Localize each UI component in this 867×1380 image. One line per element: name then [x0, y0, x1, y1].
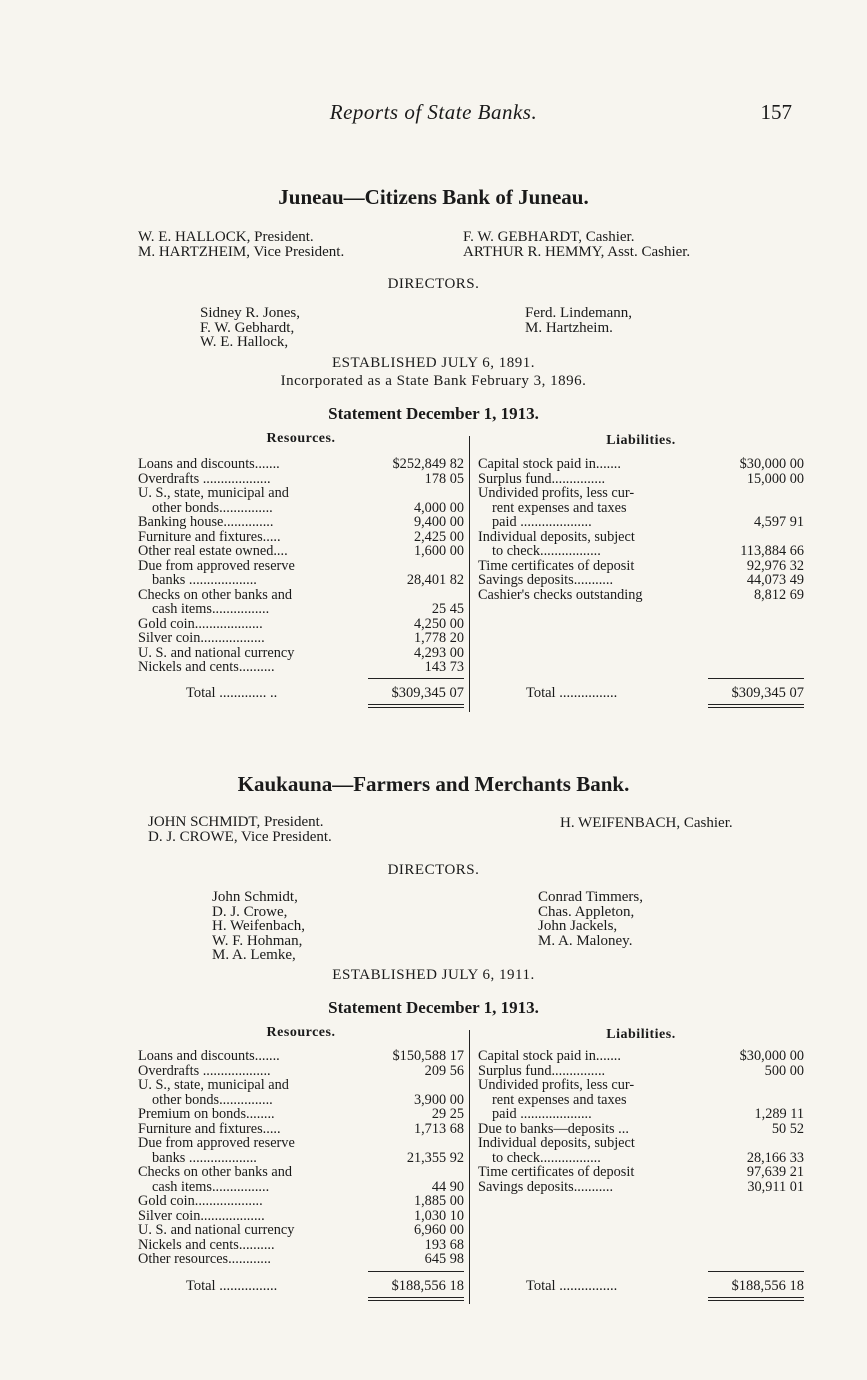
ledger-amount: 500 00 [764, 1062, 804, 1079]
ledger-row [138, 457, 464, 472]
ledger-label: Other real estate owned.... [138, 544, 288, 559]
bank1-resources-list [138, 457, 464, 675]
total-label: Total ............. .. [186, 685, 278, 701]
ledger-label: Silver coin.................. [138, 1208, 265, 1223]
ledger-row [138, 573, 464, 588]
bank1-statement-title: Statement December 1, 1913. [328, 404, 539, 423]
bank1-column-divider [469, 436, 470, 712]
ledger-amount: 6,960 00 [413, 1222, 464, 1238]
ledger-amount [724, 501, 804, 516]
bank1-title: Juneau—Citizens Bank of Juneau. [278, 185, 589, 209]
ledger-amount: 50 52 [771, 1120, 804, 1137]
bank1-resources-total-double-rule [368, 704, 464, 708]
ledger-row [478, 1180, 804, 1195]
ledger-label: Individual deposits, subject [478, 529, 635, 544]
ledger-row [138, 472, 464, 487]
ledger-row [138, 1093, 464, 1108]
ledger-label: Overdrafts ................... [138, 471, 271, 486]
ledger-label: Time certificates of deposit [478, 1165, 635, 1180]
bank1-directors-left [200, 306, 300, 350]
ledger-row [138, 515, 464, 530]
bank1-liabilities-total-row [478, 685, 804, 702]
bank1-resources-total-row [138, 685, 464, 702]
bank1-liabilities-total-double-rule [708, 704, 804, 708]
ledger-label: cash items................ [152, 602, 270, 617]
ledger-label: Savings deposits........... [478, 573, 614, 588]
bank2-title: Kaukauna—Farmers and Merchants Bank. [237, 772, 630, 796]
bank2-statement-title: Statement December 1, 1913. [328, 998, 539, 1017]
ledger-row [138, 486, 464, 501]
ledger-amount [384, 1136, 464, 1151]
ledger-label: U. S., state, municipal and [138, 486, 289, 501]
bank2-resources-sum-rule [368, 1271, 464, 1272]
ledger-label: Due from approved reserve [138, 1136, 295, 1151]
ledger-row [478, 501, 804, 516]
ledger-row [138, 1049, 464, 1064]
ledger-row [138, 602, 464, 617]
ledger-row [138, 501, 464, 516]
ledger-row [138, 544, 464, 559]
ledger-label: Surplus fund............... [478, 1063, 606, 1078]
ledger-amount [724, 1078, 804, 1093]
bank2-directors-right [538, 890, 643, 948]
ledger-label: Due from approved reserve [138, 558, 295, 573]
ledger-amount [384, 1078, 464, 1093]
ledger-amount: 645 98 [424, 1251, 464, 1267]
ledger-row [478, 457, 804, 472]
bank1-directors-heading: DIRECTORS. [387, 276, 480, 292]
bank2-resources-heading: Resources. [266, 1025, 336, 1040]
ledger-label: to check................. [492, 544, 601, 559]
director-name: F. W. Gebhardt, [200, 319, 295, 336]
ledger-label: to check................. [492, 1150, 601, 1165]
ledger-amount: 15,000 00 [746, 470, 804, 487]
ledger-label: Capital stock paid in....... [478, 457, 621, 472]
ledger-label: Savings deposits........... [478, 1179, 614, 1194]
bank1-incorporated: Incorporated as a State Bank February 3, 1896. [280, 373, 587, 389]
ledger-amount: 178 05 [424, 470, 464, 487]
ledger-label: Banking house.............. [138, 515, 274, 530]
ledger-row [478, 573, 804, 588]
ledger-row [138, 1180, 464, 1195]
ledger-row [138, 660, 464, 675]
ledger-row [138, 1194, 464, 1209]
director-name: Conrad Timmers, [538, 889, 644, 905]
ledger-amount: 92,976 32 [746, 557, 804, 574]
ledger-label: Capital stock paid in....... [478, 1049, 621, 1064]
ledger-amount: $30,000 00 [739, 1048, 804, 1064]
ledger-amount: 29 25 [431, 1106, 464, 1122]
bank2-officer-right-1: H. WEIFENBACH, Cashier. [560, 815, 733, 831]
ledger-row [138, 1238, 464, 1253]
ledger-amount [724, 1093, 804, 1108]
ledger-amount: 8,812 69 [753, 586, 804, 603]
bank2-column-divider [469, 1030, 470, 1304]
page-number: 157 [760, 100, 792, 124]
bank2-liabilities-total-double-rule [708, 1297, 804, 1301]
ledger-amount: 1,778 20 [413, 630, 464, 646]
ledger-row [478, 588, 804, 603]
ledger-amount: 1,713 68 [413, 1120, 464, 1137]
ledger-row [478, 544, 804, 559]
ledger-amount: 143 73 [424, 659, 464, 675]
ledger-amount: 97,639 21 [746, 1164, 804, 1180]
ledger-row [138, 530, 464, 545]
bank1-directors-right [525, 306, 632, 335]
ledger-label: banks ................... [152, 1150, 257, 1165]
total-label: Total ................ [186, 1278, 278, 1294]
ledger-label: Loans and discounts....... [138, 1049, 280, 1064]
ledger-amount: 44,073 49 [746, 572, 804, 588]
bank1-officer-right-2: ARTHUR R. HEMMY, Asst. Cashier. [463, 244, 691, 260]
director-name: M. Hartzheim. [525, 319, 613, 336]
ledger-label: U. S., state, municipal and [138, 1078, 289, 1093]
bank2-officer-left-1: JOHN SCHMIDT, President. [148, 814, 324, 830]
bank1-resources-sum-rule [368, 678, 464, 679]
director-name: John Jackels, [538, 918, 618, 934]
bank2-total-liabilities: $188,556 18 [731, 1278, 804, 1294]
ledger-label: Premium on bonds........ [138, 1107, 275, 1122]
bank1-resources-heading: Resources. [266, 431, 336, 446]
ledger-row [138, 1151, 464, 1166]
ledger-row [138, 559, 464, 574]
ledger-amount: $150,588 17 [392, 1048, 464, 1064]
ledger-label: Surplus fund............... [478, 471, 606, 486]
director-name: D. J. Crowe, [212, 903, 288, 920]
ledger-row [138, 646, 464, 661]
ledger-label: Furniture and fixtures..... [138, 529, 281, 544]
ledger-label: Cashier's checks outstanding [478, 587, 643, 602]
ledger-label: Gold coin................... [138, 616, 263, 631]
ledger-amount: 4,293 00 [413, 644, 464, 661]
bank2-liabilities-total-row [478, 1278, 804, 1295]
ledger-label: Overdrafts ................... [138, 1063, 271, 1078]
director-name: W. F. Hohman, [212, 932, 303, 949]
ledger-row [138, 588, 464, 603]
ledger-amount: 2,425 00 [413, 528, 464, 545]
ledger-label: Due to banks—deposits ... [478, 1121, 629, 1136]
bank1-total-liabilities: $309,345 07 [731, 685, 804, 701]
bank2-directors-left [212, 890, 305, 963]
running-title: Reports of State Banks. [329, 100, 538, 124]
ledger-label: Time certificates of deposit [478, 558, 635, 573]
ledger-label: Nickels and cents.......... [138, 660, 275, 675]
ledger-label: other bonds............... [152, 1092, 273, 1107]
bank1-officer-left-1: W. E. HALLOCK, President. [138, 229, 314, 245]
ledger-row [138, 1122, 464, 1137]
ledger-row [478, 1078, 804, 1093]
ledger-row [478, 1136, 804, 1151]
ledger-label: banks ................... [152, 573, 257, 588]
ledger-amount [384, 486, 464, 501]
ledger-row [138, 631, 464, 646]
director-name: M. A. Maloney. [538, 932, 633, 949]
ledger-row [138, 1078, 464, 1093]
ledger-amount: 3,900 00 [413, 1091, 464, 1108]
ledger-label: Furniture and fixtures..... [138, 1121, 281, 1136]
ledger-amount [384, 588, 464, 603]
ledger-label: Gold coin................... [138, 1194, 263, 1209]
bank1-officer-right-1: F. W. GEBHARDT, Cashier. [463, 229, 635, 245]
bank2-total-resources: $188,556 18 [391, 1278, 464, 1294]
ledger-amount: 4,000 00 [413, 499, 464, 516]
ledger-row [478, 486, 804, 501]
ledger-label: cash items................ [152, 1179, 270, 1194]
bank2-resources-list [138, 1049, 464, 1267]
director-name: John Schmidt, [212, 889, 298, 905]
ledger-amount: 1,885 00 [413, 1193, 464, 1209]
ledger-amount: 44 90 [431, 1178, 464, 1195]
ledger-label: Undivided profits, less cur- [478, 1078, 635, 1093]
director-name: M. A. Lemke, [212, 947, 296, 963]
total-label: Total ................ [526, 685, 618, 701]
ledger-label: paid .................... [492, 515, 592, 530]
ledger-amount: 4,597 91 [753, 514, 804, 530]
ledger-amount [384, 559, 464, 574]
ledger-amount: $30,000 00 [739, 456, 804, 472]
ledger-label: Nickels and cents.......... [138, 1237, 275, 1252]
director-name: H. Weifenbach, [212, 918, 306, 934]
ledger-label: other bonds............... [152, 500, 273, 515]
bank2-resources-total-row [138, 1278, 464, 1295]
ledger-amount: 209 56 [424, 1062, 464, 1079]
ledger-label: Loans and discounts....... [138, 457, 280, 472]
ledger-amount [384, 1165, 464, 1180]
ledger-amount: 28,166 33 [746, 1149, 804, 1166]
ledger-amount [724, 1136, 804, 1151]
ledger-row [478, 1107, 804, 1122]
director-name: Sidney R. Jones, [200, 305, 301, 321]
ledger-amount: 25 45 [431, 601, 464, 617]
ledger-row [478, 1122, 804, 1137]
ledger-amount: 9,400 00 [413, 514, 464, 530]
bank2-established: ESTABLISHED JULY 6, 1911. [332, 967, 535, 983]
ledger-amount [724, 486, 804, 501]
ledger-row [138, 1223, 464, 1238]
ledger-row [478, 472, 804, 487]
bank1-total-resources: $309,345 07 [391, 685, 464, 701]
bank2-liabilities-list [478, 1049, 804, 1194]
bank1-established: ESTABLISHED JULY 6, 1891. [332, 355, 535, 371]
ledger-row [478, 1064, 804, 1079]
ledger-row [138, 1209, 464, 1224]
ledger-label: U. S. and national currency [138, 645, 295, 660]
ledger-row [478, 1151, 804, 1166]
ledger-amount: $252,849 82 [392, 456, 464, 472]
ledger-amount: 1,030 10 [413, 1207, 464, 1224]
director-name: Ferd. Lindemann, [525, 305, 633, 321]
ledger-row [478, 1093, 804, 1108]
ledger-label: paid .................... [492, 1107, 592, 1122]
ledger-amount: 21,355 92 [406, 1149, 464, 1166]
bank2-officer-left-2: D. J. CROWE, Vice President. [148, 829, 332, 845]
ledger-label: Silver coin.................. [138, 631, 265, 646]
ledger-amount: 1,289 11 [754, 1106, 804, 1122]
ledger-label: Undivided profits, less cur- [478, 486, 635, 501]
ledger-amount: 4,250 00 [413, 615, 464, 632]
director-name: Chas. Appleton, [538, 903, 635, 920]
bank2-directors-heading: DIRECTORS. [387, 862, 480, 878]
ledger-row [138, 1064, 464, 1079]
ledger-amount [724, 530, 804, 545]
ledger-row [478, 559, 804, 574]
ledger-label: Checks on other banks and [138, 1165, 293, 1180]
ledger-label: Checks on other banks and [138, 587, 293, 602]
ledger-amount: 1,600 00 [413, 543, 464, 559]
bank2-liabilities-sum-rule [708, 1271, 804, 1272]
ledger-amount: 30,911 01 [747, 1178, 804, 1195]
ledger-label: U. S. and national currency [138, 1223, 295, 1238]
ledger-label: rent expenses and taxes [492, 500, 627, 515]
ledger-row [478, 530, 804, 545]
bank2-resources-total-double-rule [368, 1297, 464, 1301]
ledger-amount: 28,401 82 [406, 572, 464, 588]
ledger-row [138, 1136, 464, 1151]
ledger-row [138, 1107, 464, 1122]
ledger-row [478, 1049, 804, 1064]
ledger-row [138, 1252, 464, 1267]
bank1-liabilities-heading: Liabilities. [606, 433, 676, 448]
ledger-amount: 193 68 [424, 1236, 464, 1253]
ledger-row [138, 1165, 464, 1180]
ledger-label: rent expenses and taxes [492, 1092, 627, 1107]
bank1-liabilities-sum-rule [708, 678, 804, 679]
ledger-row [478, 1165, 804, 1180]
bank1-officer-left-2: M. HARTZHEIM, Vice President. [138, 244, 345, 260]
total-label: Total ................ [526, 1278, 618, 1294]
bank2-liabilities-heading: Liabilities. [606, 1027, 676, 1042]
bank1-liabilities-list [478, 457, 804, 602]
director-name: W. E. Hallock, [200, 334, 289, 350]
ledger-amount: 113,884 66 [740, 543, 804, 559]
ledger-row [478, 515, 804, 530]
ledger-label: Individual deposits, subject [478, 1136, 635, 1151]
ledger-label: Other resources............ [138, 1252, 272, 1267]
ledger-row [138, 617, 464, 632]
